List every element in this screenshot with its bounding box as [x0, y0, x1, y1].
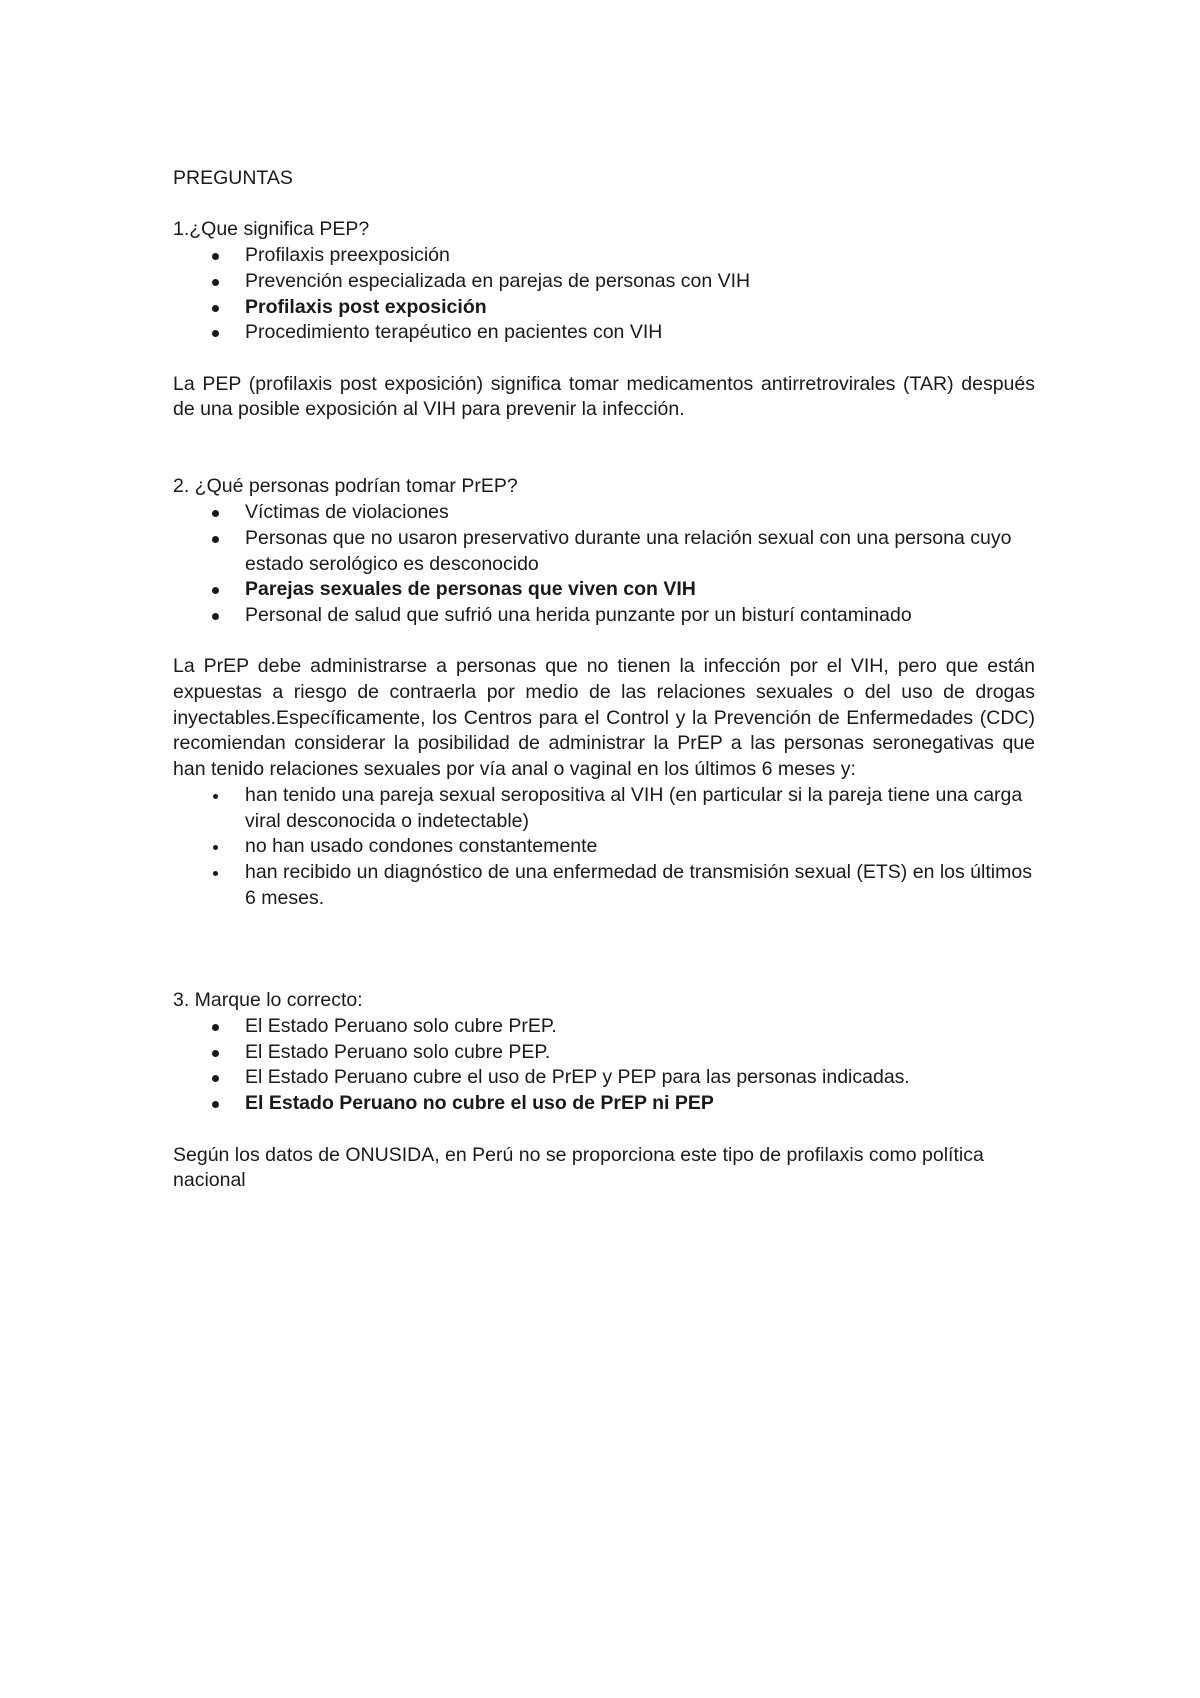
question-1	[173, 217, 1035, 423]
question-2-option-c-correct: Parejas sexuales de personas que viven con VIH	[173, 577, 1035, 603]
question-3-option-c: El Estado Peruano cubre el uso de PrEP y PEP para las personas indicadas.	[173, 1065, 1035, 1091]
question-2-option-a: Víctimas de violaciones	[173, 500, 1035, 526]
question-1-option-b: Prevención especializada en parejas de personas con VIH	[173, 269, 1035, 295]
question-2-option-d: Personal de salud que sufrió una herida punzante por un bisturí contaminado	[173, 603, 1035, 629]
question-1-option-a: Profilaxis preexposición	[173, 243, 1035, 269]
question-1-option-c-correct: Profilaxis post exposición	[173, 295, 1035, 321]
question-2-answer: La PrEP debe administrarse a personas que no tienen la infección por el VIH, pero que están expuestas a riesgo de contraerla por medio de las relaciones sexuales o del uso de drogas inyectables.Específicamente, los Centros para el Control y la Prevención de Enfermedades (CDC) recomiendan considerar la posibilidad de administrar la PrEP a las personas seronegativas que han tenido relaciones sexuales por vía anal o vaginal en los últimos 6 meses y:	[173, 655, 1035, 781]
question-3-option-d-correct: El Estado Peruano no cubre el uso de PrEP ni PEP	[173, 1091, 1035, 1117]
question-2	[173, 474, 1035, 911]
question-3	[173, 988, 1035, 1194]
question-3-answer: Según los datos de ONUSIDA, en Perú no se proporciona este tipo de profilaxis como política nacional	[173, 1143, 984, 1192]
question-2-criterion-1: han tenido una pareja sexual seropositiva al VIH (en particular si la pareja tiene una carga viral desconocida o indetectable)	[173, 783, 1035, 834]
document-page	[173, 166, 1035, 1194]
question-3-options	[173, 1014, 1035, 1117]
question-2-option-b: Personas que no usaron preservativo durante una relación sexual con una persona cuyo estado serológico es desconocido	[173, 526, 1035, 577]
question-1-options	[173, 243, 1035, 346]
document-heading: PREGUNTAS	[173, 167, 293, 189]
question-2-criteria	[173, 783, 1035, 912]
question-2-text: 2. ¿Qué personas podrían tomar PrEP?	[173, 475, 518, 498]
question-1-option-d: Procedimiento terapéutico en pacientes con VIH	[173, 320, 1035, 346]
question-3-option-a: El Estado Peruano solo cubre PrEP.	[173, 1014, 1035, 1040]
question-3-option-b: El Estado Peruano solo cubre PEP.	[173, 1040, 1035, 1066]
question-3-text: 3. Marque lo correcto:	[173, 989, 363, 1012]
question-2-criterion-3: han recibido un diagnóstico de una enfermedad de transmisión sexual (ETS) en los últimos 6 meses.	[173, 860, 1035, 911]
question-2-options	[173, 500, 1035, 629]
question-1-answer: La PEP (profilaxis post exposición) significa tomar medicamentos antirretrovirales (TAR) después de una posible exposición al VIH para prevenir la infección.	[173, 372, 1035, 421]
question-1-text: 1.¿Que significa PEP?	[173, 218, 370, 241]
question-2-criterion-2: no han usado condones constantemente	[173, 834, 1035, 860]
